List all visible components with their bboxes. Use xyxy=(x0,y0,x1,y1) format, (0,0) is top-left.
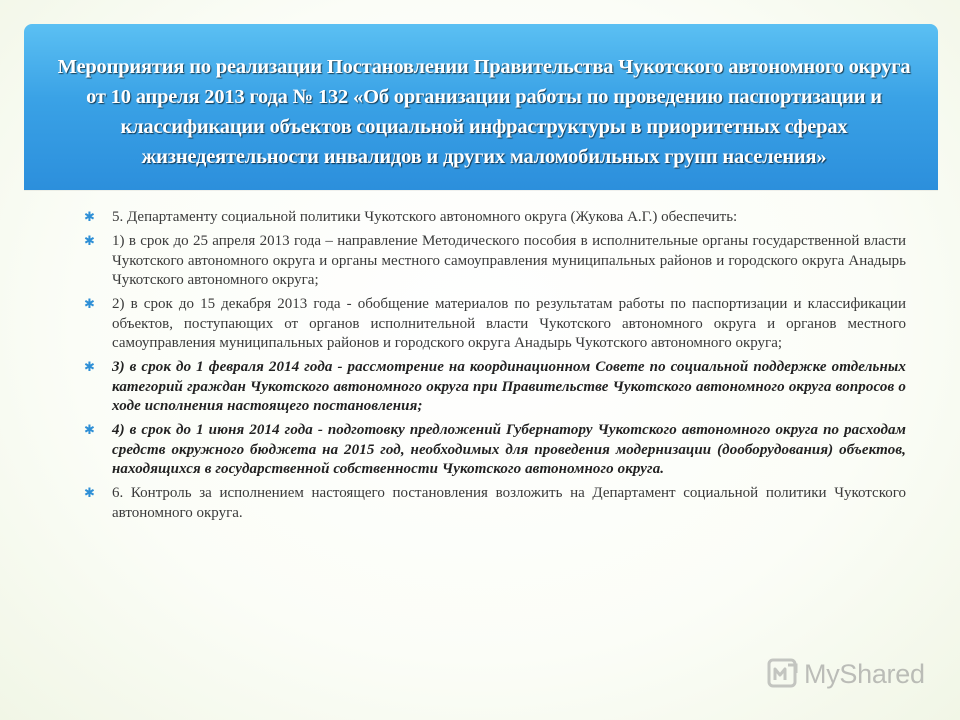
title-line: Мероприятия по реализации Постановлении Правительства Чукотского автономного округа xyxy=(57,56,911,78)
slide-title xyxy=(44,52,924,172)
list-item xyxy=(84,208,906,228)
title-line: от 10 апреля 2013 года № 132 «Об организации работы по проведению паспортизации и xyxy=(86,86,882,108)
title-line: жизнедеятельности инвалидов и других маломобильных групп населения» xyxy=(141,146,827,168)
list-item-text: 5. Департаменту социальной политики Чукотского автономного округа (Жукова А.Г.) обеспечить: xyxy=(112,209,738,225)
list-item xyxy=(84,232,906,291)
myshared-logo-icon xyxy=(766,657,800,691)
list-item-text: 4) в срок до 1 июня 2014 года - подготовку предложений Губернатору Чукотского автономного округа по расходам средств окружного бюджета на 2015 год, необходимых для проведения модернизации (дооборудования) объектов, находящихся в государственной собственности Чукотского автономного округа. xyxy=(112,422,906,477)
list-item-text: 6. Контроль за исполнением настоящего постановления возложить на Департамент социальной политики Чукотского автономного округа. xyxy=(112,485,906,521)
list-item xyxy=(84,421,906,480)
list-item xyxy=(84,358,906,417)
title-line: классификации объектов социальной инфраструктуры в приоритетных сферах xyxy=(120,116,848,138)
list-item-text: 1) в срок до 25 апреля 2013 года – направление Методического пособия в исполнительные органы государственной власти Чукотского автономного округа и органы местного самоуправления муниципальных районов и городского округа Анадырь Чукотского автономного округа; xyxy=(112,233,906,288)
asterisk-bullet-icon: ✱ xyxy=(84,297,95,312)
asterisk-bullet-icon: ✱ xyxy=(84,486,95,501)
asterisk-bullet-icon: ✱ xyxy=(84,210,95,225)
list-item-text: 2) в срок до 15 декабря 2013 года - обобщение материалов по результатам работы по паспортизации и классификации объектов, поступающих от органов исполнительной власти Чукотского автономного округа и органов местного самоуправления муниципальных районов и городского округа Анадырь Чукотского автономного округа; xyxy=(112,296,906,351)
list-item-text: 3) в срок до 1 февраля 2014 года - рассмотрение на координационном Совете по социальной поддержке отдельных категорий граждан Чукотского автономного округа при Правительстве Чукотского автономного округа вопросов о ходе исполнения настоящего постановления; xyxy=(112,359,906,414)
watermark-text: MyShared xyxy=(804,658,925,689)
myshared-watermark xyxy=(766,656,925,692)
asterisk-bullet-icon: ✱ xyxy=(84,234,95,249)
asterisk-bullet-icon: ✱ xyxy=(84,423,95,438)
asterisk-bullet-icon: ✱ xyxy=(84,360,95,375)
list-item xyxy=(84,484,906,523)
list-item xyxy=(84,295,906,354)
slide-bullet-list xyxy=(84,208,906,528)
